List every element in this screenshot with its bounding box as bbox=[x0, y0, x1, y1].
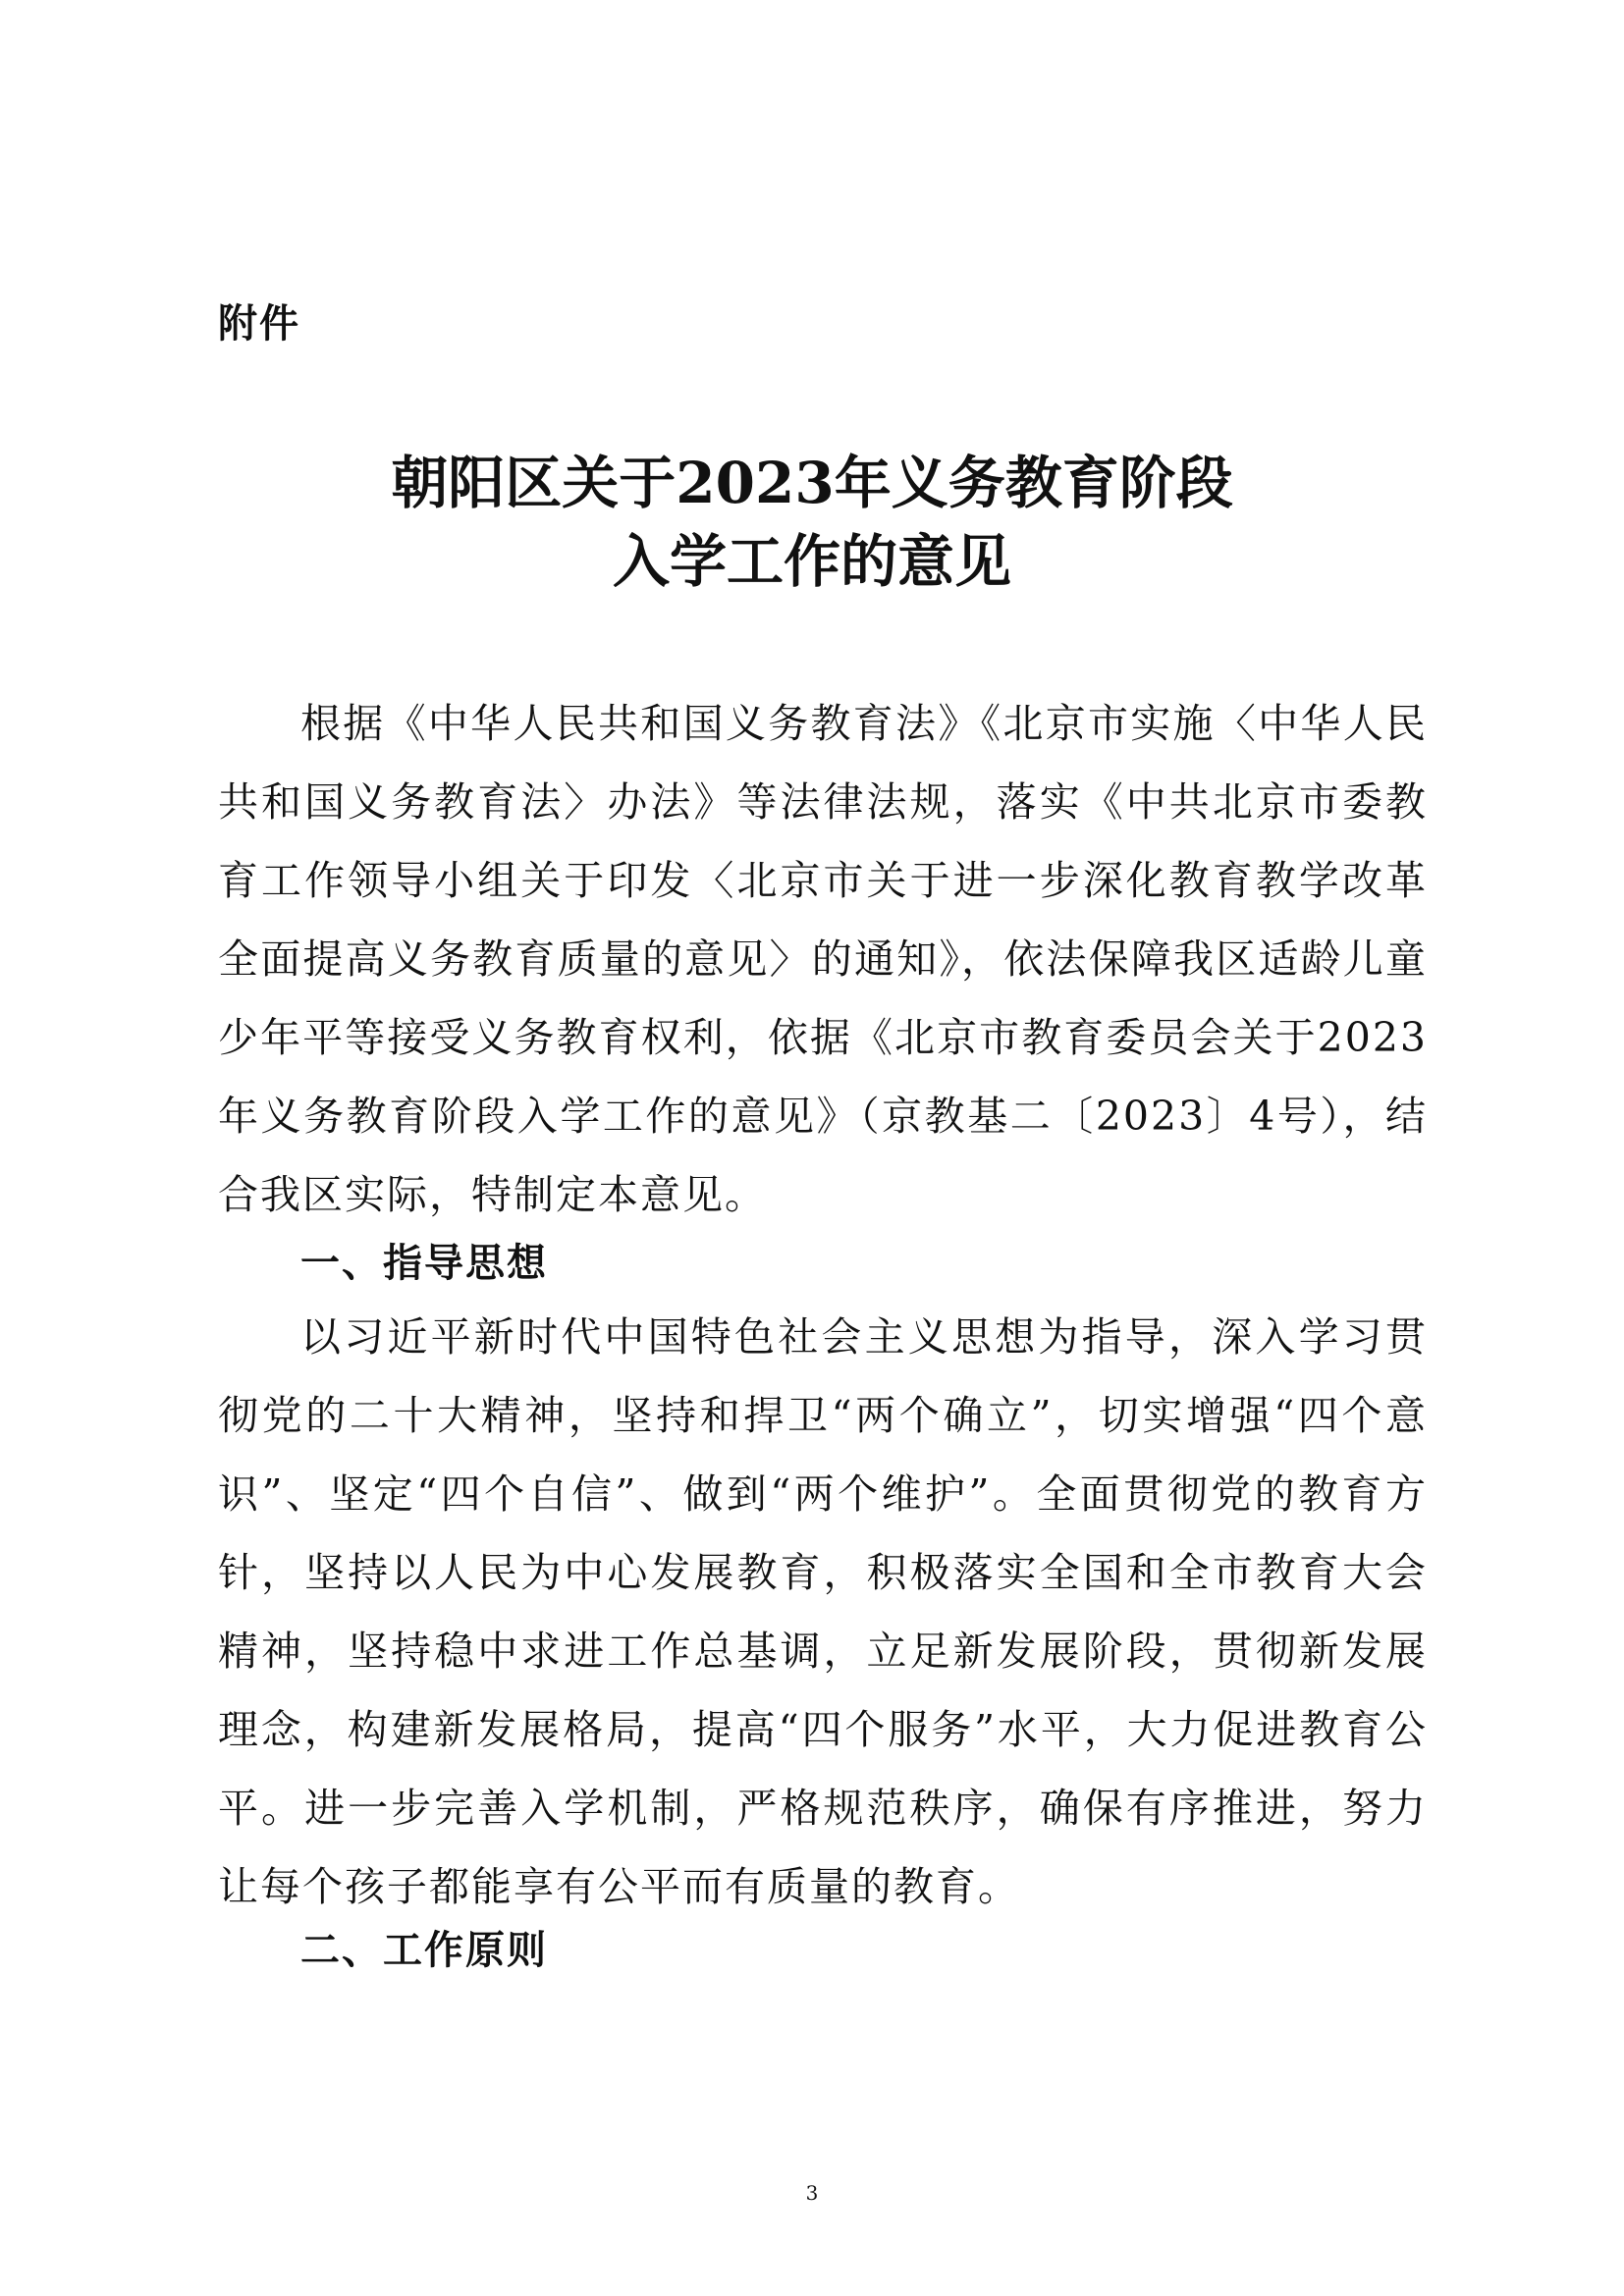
intro-paragraph: 根据《中华人民共和国义务教育法》《北京市实施〈中华人民共和国义务教育法〉办法》等法律法规，落实《中共北京市委教育工作领导小组关于印发〈北京市关于进一步深化教育教学改革全面提高义务教育质量的意见〉的通知》，依法保障我区适龄儿童少年平等接受义务教育权利，依据《北京市教育委员会关于2023年义务教育阶段入学工作的意见》（京教基二〔2023〕4号），结合我区实际，特制定本意见。 bbox=[218, 700, 1428, 1218]
document-title-line-1: 朝阳区关于2023年义务教育阶段 bbox=[391, 450, 1233, 516]
page-number: 3 bbox=[805, 2181, 819, 2205]
section-heading-guiding-ideology: 一、指导思想 bbox=[300, 1241, 548, 1286]
section-body-guiding-ideology: 以习近平新时代中国特色社会主义思想为指导，深入学习贯彻党的二十大精神，坚持和捍卫“两个确立”，切实增强“四个意识”、坚定“四个自信”、做到“两个维护”。全面贯彻党的教育方针，坚持以人民为中心发展教育，积极落实全国和全市教育大会精神，坚持稳中求进工作总基调，立足新发展阶段，贯彻新发展理念，构建新发展格局，提高“四个服务”水平，大力促进教育公平。进一步完善入学机制，严格规范秩序，确保有序推进，努力让每个孩子都能享有公平而有质量的教育。 bbox=[218, 1313, 1428, 1910]
attachment-label: 附件 bbox=[218, 301, 300, 347]
section-heading-working-principles: 二、工作原则 bbox=[300, 1928, 548, 1973]
document-title-line-2: 入学工作的意见 bbox=[612, 528, 1011, 595]
